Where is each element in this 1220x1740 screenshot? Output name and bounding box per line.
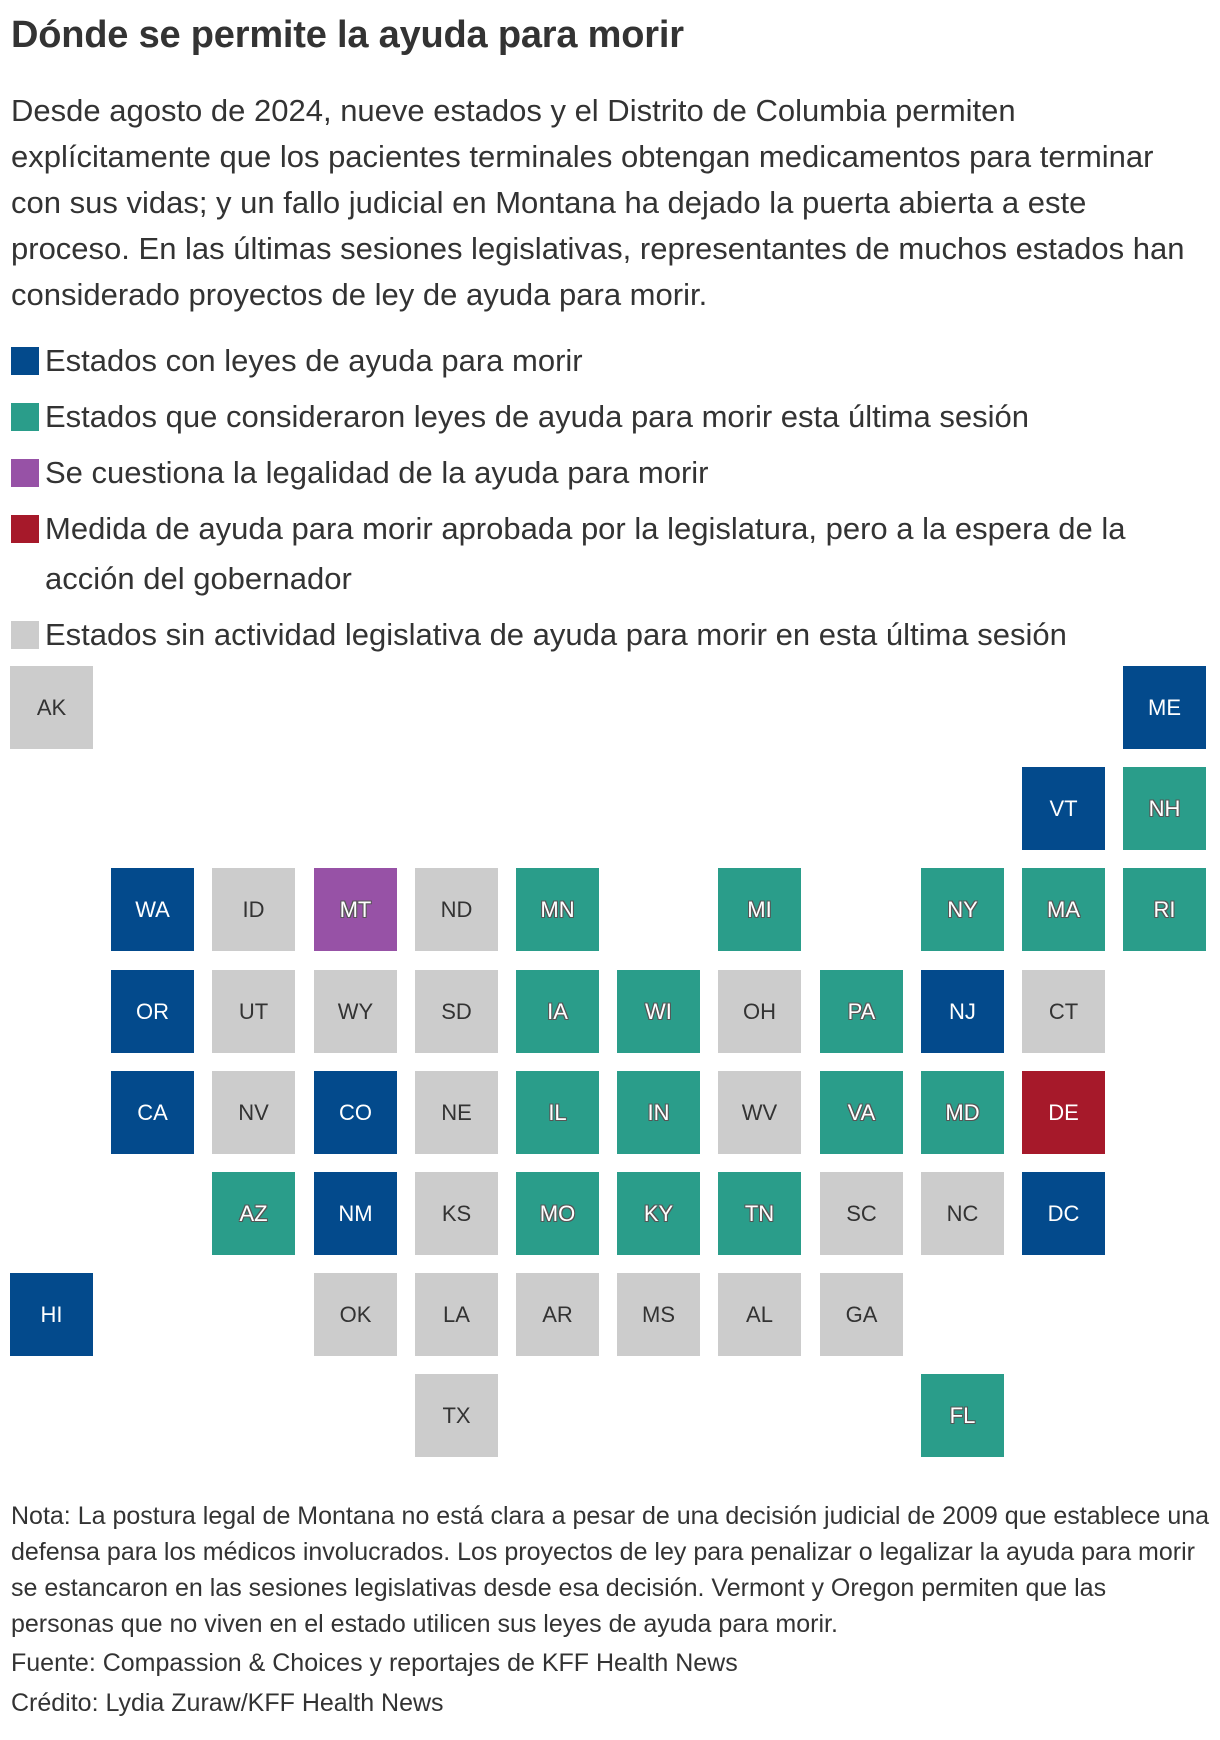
state-label: FL: [949, 1402, 976, 1428]
state-label: AR: [542, 1301, 573, 1327]
state-label: AL: [746, 1301, 773, 1327]
state-tile-ky[interactable]: [617, 1172, 700, 1255]
state-label: LA: [443, 1301, 470, 1327]
state-tile-nh[interactable]: [1123, 767, 1206, 850]
legend-label-pending: Medida de ayuda para morir aprobada por la legislatura, pero a la espera de la acción del gobernador: [45, 511, 1126, 596]
state-tile-or[interactable]: [111, 970, 194, 1053]
state-tile-az[interactable]: [212, 1172, 295, 1255]
state-label: CT: [1048, 998, 1079, 1024]
legend-item-pending[interactable]: [11, 504, 1206, 604]
state-label: CO: [339, 1099, 372, 1125]
state-tile-nv[interactable]: [212, 1071, 295, 1154]
state-tile-wv[interactable]: [718, 1071, 801, 1154]
note-text: Nota: La postura legal de Montana no está clara a pesar de una decisión judicial de 2009 que establece una defensa para los médicos involucrados. Los proyectos de ley para penalizar o legalizar la ayuda para morir se estancaron en las sesiones legislativas desde esa decisión. Vermont y Oregon permiten que las personas que no viven en el estado utilicen sus leyes de ayuda para morir.: [11, 1502, 1210, 1638]
state-label: MO: [539, 1200, 576, 1226]
state-label: MN: [540, 896, 575, 922]
state-tile-de[interactable]: [1022, 1071, 1105, 1154]
state-tile-nj[interactable]: [921, 970, 1004, 1053]
state-tile-ri[interactable]: [1123, 868, 1206, 951]
state-tile-mt[interactable]: [314, 868, 397, 951]
state-tile-ut[interactable]: [212, 970, 295, 1053]
state-tile-nd[interactable]: [415, 868, 498, 951]
state-label: DE: [1048, 1099, 1079, 1125]
legend-swatch-none: [11, 621, 39, 649]
state-label: NE: [441, 1099, 472, 1125]
state-label: RI: [1153, 896, 1176, 922]
chart-subtitle: Desde agosto de 2024, nueve estados y el Distrito de Columbia permiten explícitamente que los pacientes terminales obtengan medicamentos para terminar con sus vidas; y un fallo judicial en Montana ha dejado la puerta abierta a este proceso. En las últimas sesiones legislativas, representantes de muchos estados han considerado proyectos de ley de ayuda para morir.: [11, 93, 1185, 312]
state-label: VT: [1049, 795, 1078, 821]
state-label: ND: [440, 896, 473, 922]
state-tile-ks[interactable]: [415, 1172, 498, 1255]
legend-item-law[interactable]: [11, 336, 1206, 386]
state-label: DC: [1047, 1200, 1080, 1226]
state-tile-ma[interactable]: [1022, 868, 1105, 951]
legend-item-questioned[interactable]: [11, 448, 1206, 498]
state-tile-nm[interactable]: [314, 1172, 397, 1255]
state-tile-wa[interactable]: [111, 868, 194, 951]
state-tile-wi[interactable]: [617, 970, 700, 1053]
state-label: AK: [36, 694, 67, 720]
state-label: VA: [847, 1099, 876, 1125]
state-tile-hi[interactable]: [10, 1273, 93, 1356]
state-tile-co[interactable]: [314, 1071, 397, 1154]
legend-item-none[interactable]: [11, 610, 1206, 660]
state-label: UT: [238, 998, 269, 1024]
state-tile-ct[interactable]: [1022, 970, 1105, 1053]
state-label: MT: [339, 896, 372, 922]
state-tile-mn[interactable]: [516, 868, 599, 951]
legend-label-none: Estados sin actividad legislativa de ayuda para morir en esta última sesión: [45, 617, 1067, 652]
state-tile-nc[interactable]: [921, 1172, 1004, 1255]
state-tile-tn[interactable]: [718, 1172, 801, 1255]
legend-label-considered: Estados que consideraron leyes de ayuda para morir esta última sesión: [45, 399, 1029, 434]
legend: [11, 336, 1206, 666]
state-label: WA: [135, 896, 170, 922]
state-tile-dc[interactable]: [1022, 1172, 1105, 1255]
state-tile-ms[interactable]: [617, 1273, 700, 1356]
state-label: OH: [743, 998, 776, 1024]
state-label: ID: [242, 896, 265, 922]
legend-swatch-considered: [11, 403, 39, 431]
state-tile-ar[interactable]: [516, 1273, 599, 1356]
state-tile-pa[interactable]: [820, 970, 903, 1053]
legend-swatch-pending: [11, 515, 39, 543]
state-tile-mi[interactable]: [718, 868, 801, 951]
state-label: KS: [441, 1200, 472, 1226]
legend-label-questioned: Se cuestiona la legalidad de la ayuda para morir: [45, 455, 709, 490]
state-label: ME: [1148, 694, 1181, 720]
state-label: NM: [338, 1200, 373, 1226]
state-tile-fl[interactable]: [921, 1374, 1004, 1457]
state-tile-sd[interactable]: [415, 970, 498, 1053]
state-label: TX: [442, 1402, 471, 1428]
state-label: OR: [136, 998, 169, 1024]
state-tile-tx[interactable]: [415, 1374, 498, 1457]
state-label: WI: [645, 998, 672, 1024]
state-label: IA: [547, 998, 568, 1024]
state-tile-ia[interactable]: [516, 970, 599, 1053]
state-label: WV: [741, 1099, 778, 1125]
state-tile-oh[interactable]: [718, 970, 801, 1053]
state-tile-me[interactable]: [1123, 666, 1206, 749]
state-label: KY: [643, 1200, 674, 1226]
legend-swatch-questioned: [11, 459, 39, 487]
state-label: NC: [946, 1200, 979, 1226]
state-label: AZ: [239, 1200, 268, 1226]
state-label: WY: [337, 998, 374, 1024]
state-label: MA: [1047, 896, 1080, 922]
state-tile-ny[interactable]: [921, 868, 1004, 951]
legend-swatch-law: [11, 347, 39, 375]
state-label: NY: [947, 896, 978, 922]
chart-title: Dónde se permite la ayuda para morir: [11, 14, 684, 56]
state-tile-ca[interactable]: [111, 1071, 194, 1154]
state-tile-id[interactable]: [212, 868, 295, 951]
state-tile-va[interactable]: [820, 1071, 903, 1154]
legend-item-considered[interactable]: [11, 392, 1206, 442]
state-label: OK: [339, 1301, 372, 1327]
state-label: SD: [441, 998, 472, 1024]
state-tile-md[interactable]: [921, 1071, 1004, 1154]
state-tile-al[interactable]: [718, 1273, 801, 1356]
state-label: GA: [845, 1301, 878, 1327]
state-label: NH: [1148, 795, 1181, 821]
state-tile-wy[interactable]: [314, 970, 397, 1053]
state-label: IL: [548, 1099, 567, 1125]
legend-label-law: Estados con leyes de ayuda para morir: [45, 343, 583, 378]
state-label: NJ: [949, 998, 976, 1024]
source-text: Fuente: Compassion & Choices y reportajes de KFF Health News: [11, 1649, 738, 1677]
footer-notes: [11, 1498, 1211, 1722]
state-tile-il[interactable]: [516, 1071, 599, 1154]
credit-text: Crédito: Lydia Zuraw/KFF Health News: [11, 1689, 444, 1717]
state-tile-ne[interactable]: [415, 1071, 498, 1154]
state-tile-vt[interactable]: [1022, 767, 1105, 850]
state-label: MI: [747, 896, 772, 922]
state-label: TN: [744, 1200, 775, 1226]
state-label: PA: [847, 998, 876, 1024]
state-tile-mo[interactable]: [516, 1172, 599, 1255]
state-label: MS: [642, 1301, 675, 1327]
state-label: NV: [238, 1099, 269, 1125]
state-label: SC: [846, 1200, 877, 1226]
state-label: HI: [40, 1301, 63, 1327]
state-tile-in[interactable]: [617, 1071, 700, 1154]
state-tile-ok[interactable]: [314, 1273, 397, 1356]
state-tile-ga[interactable]: [820, 1273, 903, 1356]
state-label: CA: [137, 1099, 168, 1125]
state-tile-sc[interactable]: [820, 1172, 903, 1255]
state-tile-la[interactable]: [415, 1273, 498, 1356]
state-label: IN: [647, 1099, 670, 1125]
state-tile-ak[interactable]: [10, 666, 93, 749]
state-label: MD: [945, 1099, 980, 1125]
